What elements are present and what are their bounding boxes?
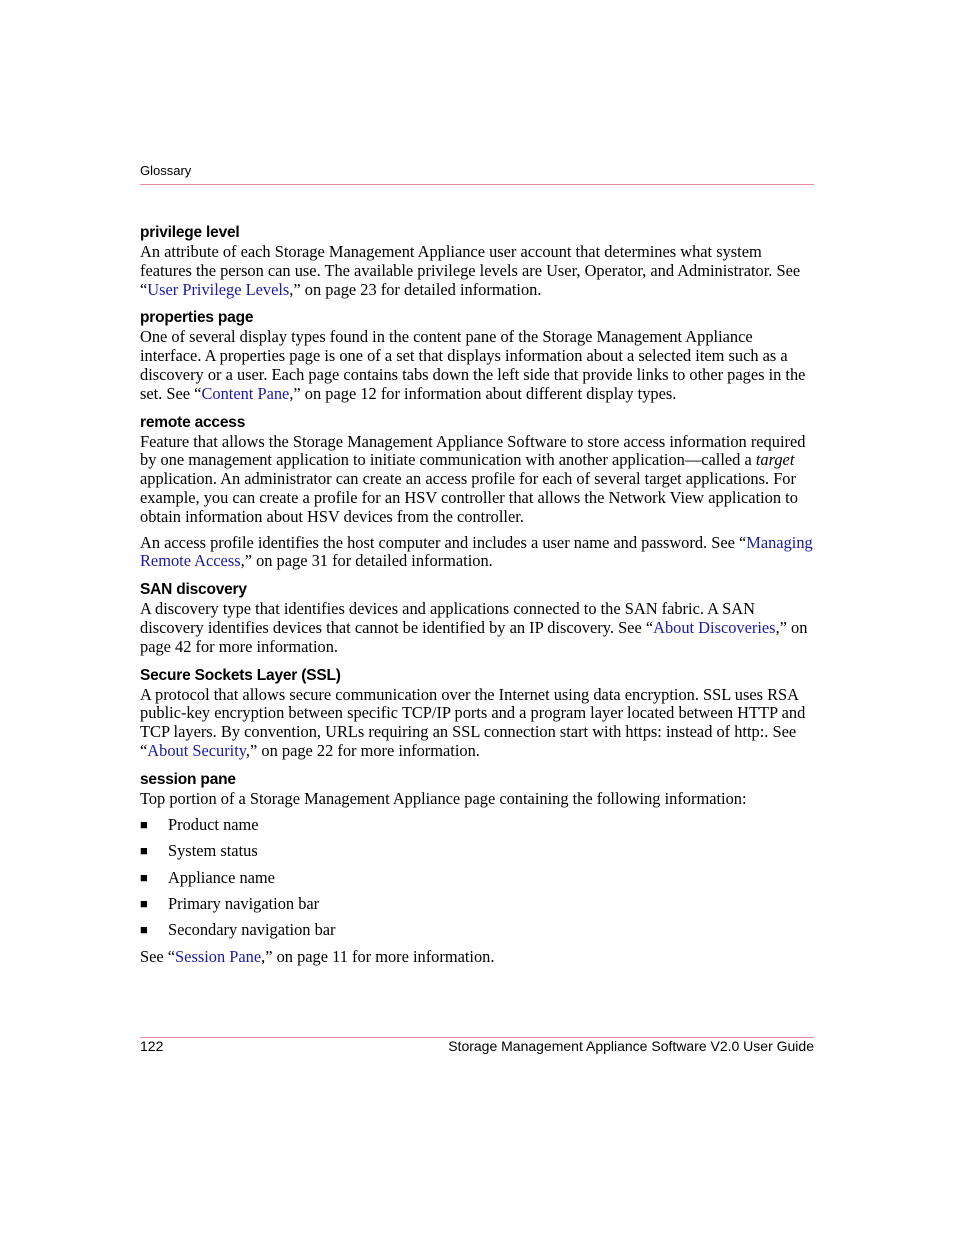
- glossary-term: privilege level: [140, 224, 240, 241]
- square-bullet-icon: ■: [140, 843, 148, 859]
- definition-text: ,” on page 23 for detailed information.: [289, 279, 542, 299]
- header-rule: [140, 184, 814, 185]
- definition-text: ,” on page 22 for more information.: [245, 740, 480, 760]
- link-content-pane[interactable]: Content Pane: [201, 383, 290, 403]
- glossary-definition: [140, 328, 814, 403]
- definition-text: Feature that allows the Storage Management Appliance Software to store access information required by one management application to initiate communication with another application—called a: [140, 431, 806, 470]
- glossary-definition: [140, 433, 814, 527]
- square-bullet-icon: ■: [140, 922, 148, 938]
- glossary-entry-privilege-level: [140, 223, 814, 299]
- glossary-term: SAN discovery: [140, 581, 247, 599]
- list-item: [140, 869, 814, 888]
- glossary-term: remote access: [140, 413, 246, 431]
- definition-text: application. An administrator can create an access profile for each of several target applications. For example, you can create a profile for an HSV controller that allows the Network View application to obtain information about HSV devices from the controller.: [140, 469, 798, 526]
- glossary-content: [140, 223, 814, 976]
- glossary-entry-remote-access: [140, 413, 814, 572]
- document-page: [140, 0, 814, 1235]
- list-item: [140, 842, 814, 861]
- list-item-text: System status: [168, 841, 258, 861]
- glossary-definition: [140, 686, 814, 761]
- definition-text: A protocol that allows secure communication over the Internet using data encryption. SSL uses RSA public-key encryption between specific TCP/IP ports and a program layer located between HTTP and TCP layers. By convention, URLs requiring an SSL connection start with https: instead of http:. See “: [140, 684, 806, 760]
- definition-text: A discovery type that identifies devices and applications connected to the SAN fabric. A SAN discovery identifies devices that cannot be identified by an IP discovery. See “: [140, 599, 755, 637]
- glossary-entry-ssl: [140, 666, 814, 761]
- definition-text: ,” on page 42 for more information.: [140, 617, 808, 656]
- link-managing-remote-access[interactable]: Managing Remote Access: [140, 532, 813, 571]
- list-item: [140, 816, 814, 835]
- list-item: [140, 895, 814, 914]
- square-bullet-icon: ■: [140, 816, 148, 832]
- glossary-entry-properties-page: [140, 308, 814, 403]
- glossary-definition-continued: [140, 534, 814, 572]
- glossary-definition: [140, 243, 814, 299]
- list-item-text: Product name: [168, 814, 259, 834]
- glossary-entry-session-pane: [140, 770, 814, 967]
- list-item-text: Appliance name: [168, 867, 275, 887]
- link-about-discoveries[interactable]: About Discoveries: [653, 617, 776, 637]
- glossary-term: Secure Sockets Layer (SSL): [140, 666, 341, 684]
- square-bullet-icon: ■: [140, 895, 148, 911]
- glossary-definition-continued: [140, 948, 814, 967]
- square-bullet-icon: ■: [140, 869, 148, 885]
- glossary-term: properties page: [140, 309, 254, 327]
- definition-text: ,” on page 11 for more information.: [261, 946, 495, 966]
- link-about-security[interactable]: About Security: [147, 740, 246, 760]
- document-title: Storage Management Appliance Software V2.0 User Guide: [448, 1038, 814, 1054]
- page-number: 122: [140, 1038, 164, 1054]
- definition-text: An access profile identifies the host computer and includes a user name and password. See “: [140, 532, 747, 552]
- bullet-list: [140, 816, 814, 941]
- glossary-definition: Top portion of a Storage Management Appliance page containing the following information:: [140, 788, 747, 808]
- glossary-entry-san-discovery: [140, 580, 814, 656]
- definition-emphasis: target: [755, 450, 795, 470]
- link-session-pane[interactable]: Session Pane: [175, 946, 262, 966]
- glossary-term: session pane: [140, 770, 236, 788]
- definition-text: An attribute of each Storage Management Appliance user account that determines what system features the person can use. The available privilege levels are User, Operator, and Administrator. See “: [140, 242, 801, 299]
- definition-text: See “: [140, 946, 176, 966]
- list-item-text: Primary navigation bar: [168, 893, 320, 913]
- running-header: Glossary: [140, 163, 192, 178]
- definition-text: One of several display types found in the content pane of the Storage Management Appliance interface. A properties page is one of a set that displays information about a selected item such as a discovery or a user. Each page contains tabs down the left side that provide links to other pages in the set. See “: [140, 327, 806, 403]
- definition-text: ,” on page 12 for information about different display types.: [289, 383, 677, 403]
- link-user-privilege-levels[interactable]: User Privilege Levels: [147, 279, 290, 299]
- glossary-definition: [140, 600, 814, 656]
- list-item-text: Secondary navigation bar: [168, 920, 336, 940]
- definition-text: ,” on page 31 for detailed information.: [240, 551, 493, 571]
- list-item: [140, 921, 814, 940]
